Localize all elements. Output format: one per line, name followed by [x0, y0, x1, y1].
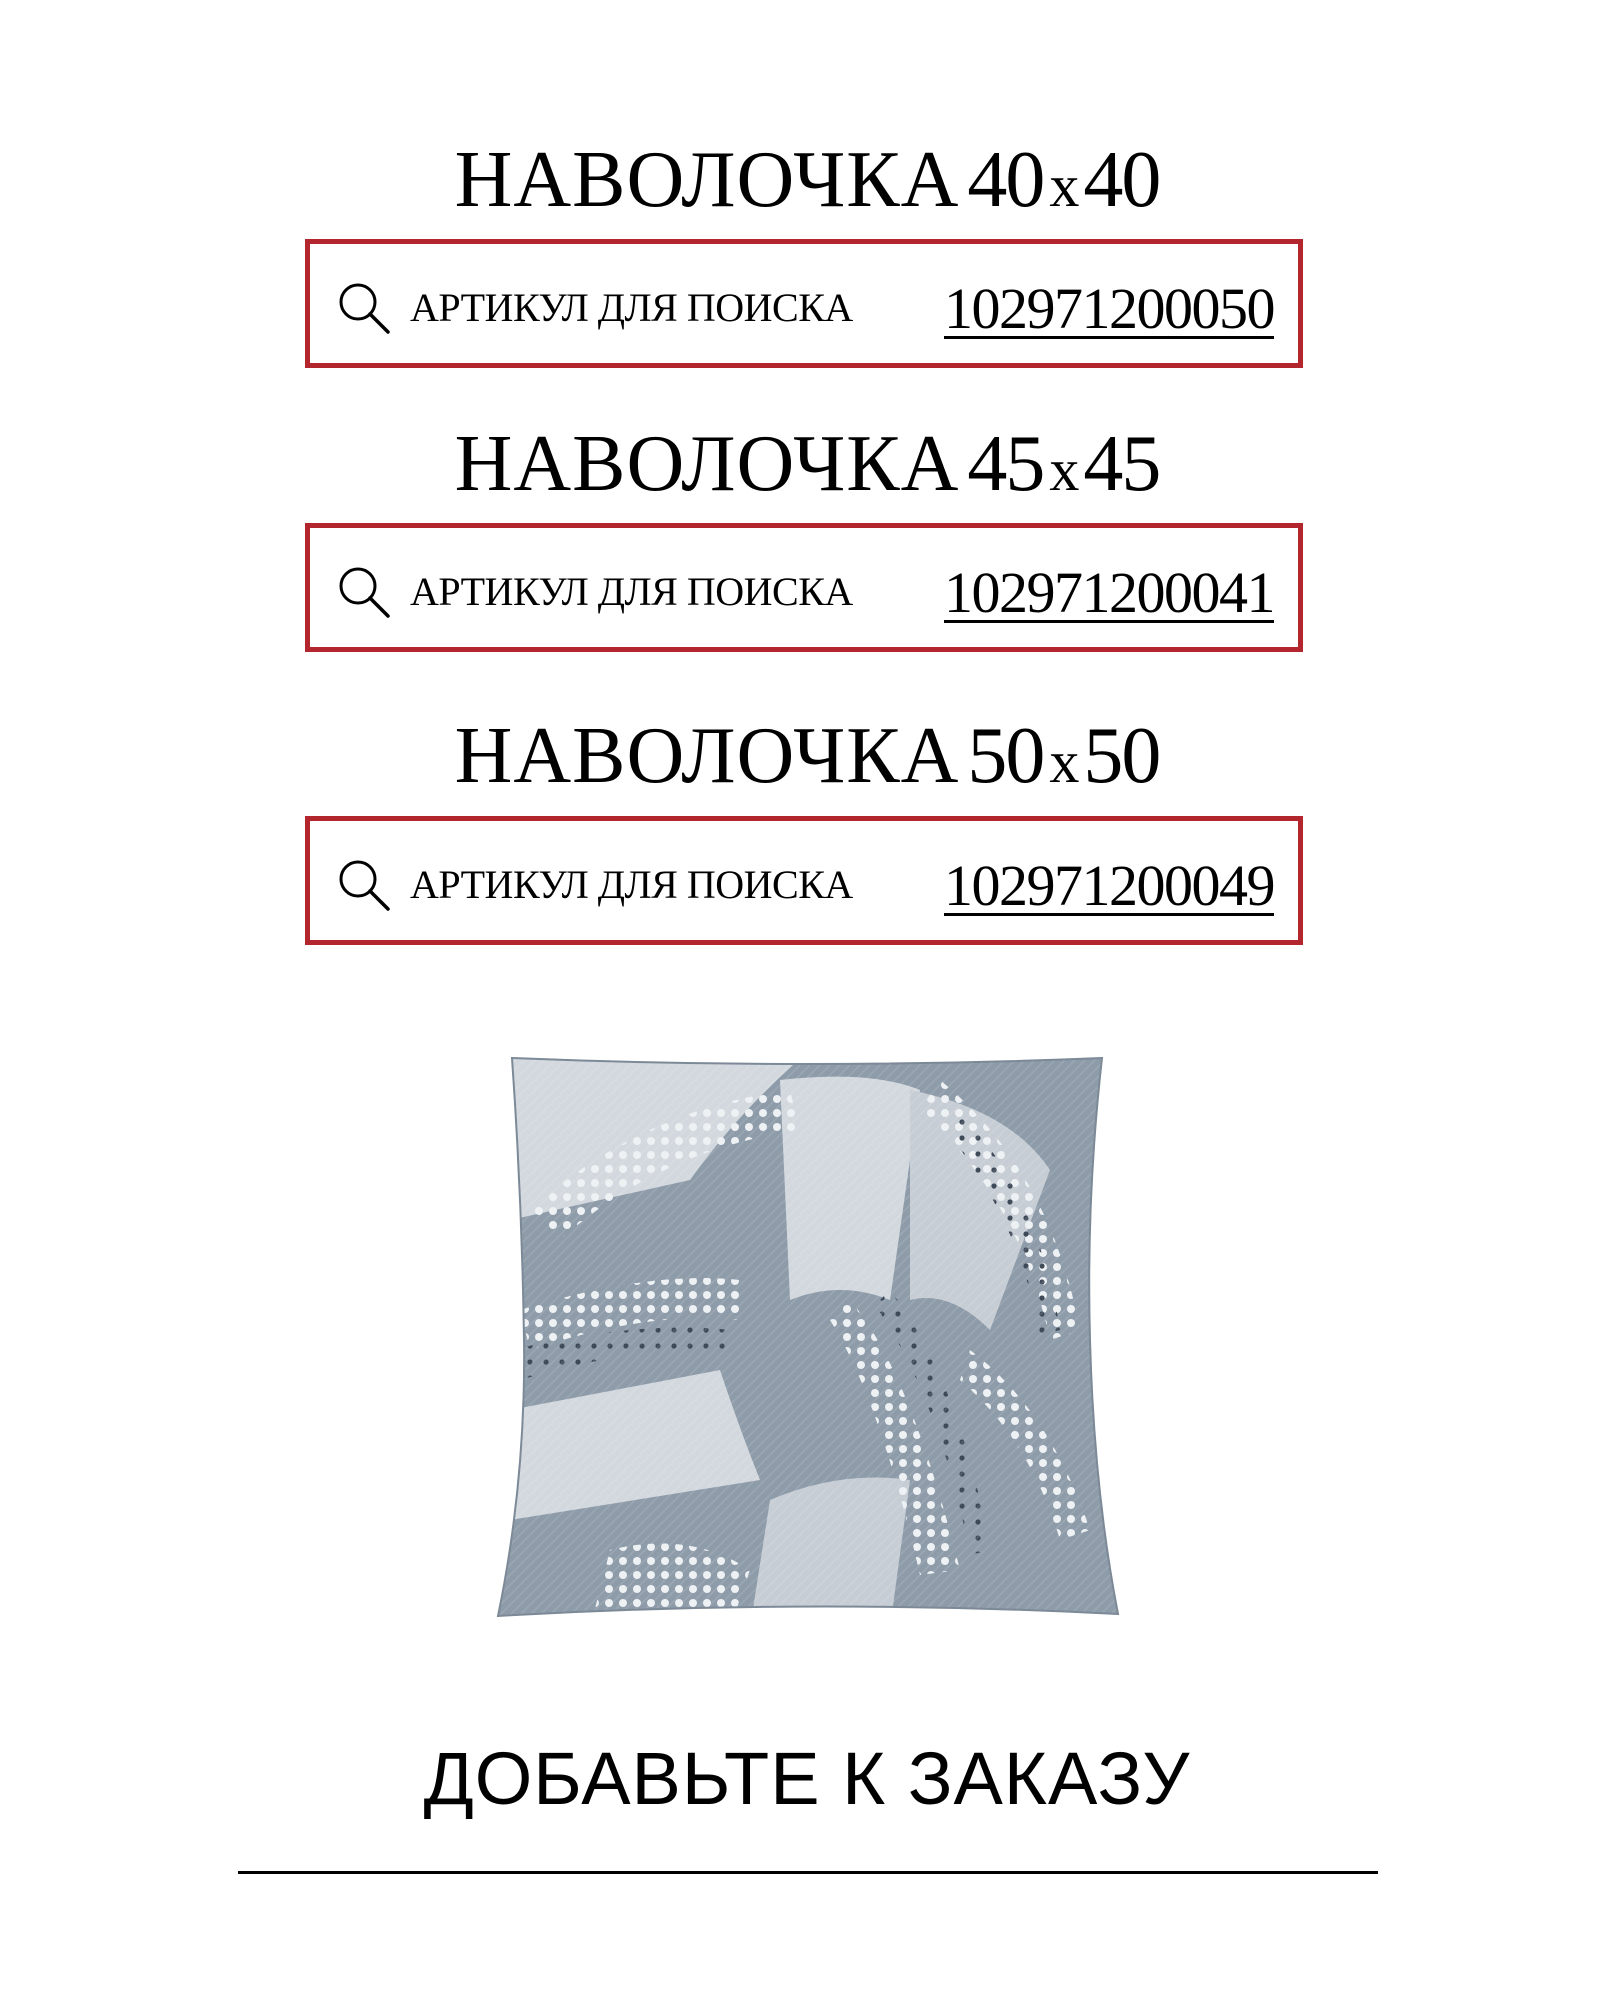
- article-number-link[interactable]: 102971200041: [944, 560, 1274, 625]
- product-title-50: [0, 712, 1614, 800]
- add-to-order-link[interactable]: ДОБАВЬТЕ К ЗАКАЗУ: [423, 1737, 1191, 1820]
- divider-line: [238, 1871, 1378, 1874]
- product-title-45: [0, 420, 1614, 508]
- pillowcase-image: [490, 1050, 1126, 1628]
- article-number-link[interactable]: 102971200049: [944, 853, 1274, 918]
- article-search-box-45[interactable]: [305, 523, 1303, 652]
- article-search-box-50[interactable]: [305, 816, 1303, 945]
- article-number-link[interactable]: 102971200050: [944, 276, 1274, 341]
- product-dimensions: 40 x40: [967, 136, 1160, 224]
- product-title-text: НАВОЛОЧКА: [454, 712, 960, 800]
- product-title-40: [0, 136, 1614, 224]
- product-title-text: НАВОЛОЧКА: [454, 136, 960, 224]
- search-label: АРТИКУЛ ДЛЯ ПОИСКА: [410, 285, 853, 330]
- search-icon: [334, 562, 394, 622]
- product-dimensions: 45 x45: [967, 420, 1160, 508]
- pillowcase-illustration: [490, 1050, 1126, 1628]
- search-icon: [334, 855, 394, 915]
- search-label: АРТИКУЛ ДЛЯ ПОИСКА: [410, 569, 853, 614]
- article-search-box-40[interactable]: [305, 239, 1303, 368]
- product-dimensions: 50 x50: [967, 712, 1160, 800]
- search-icon: [334, 278, 394, 338]
- search-label: АРТИКУЛ ДЛЯ ПОИСКА: [410, 862, 853, 907]
- product-title-text: НАВОЛОЧКА: [454, 420, 960, 508]
